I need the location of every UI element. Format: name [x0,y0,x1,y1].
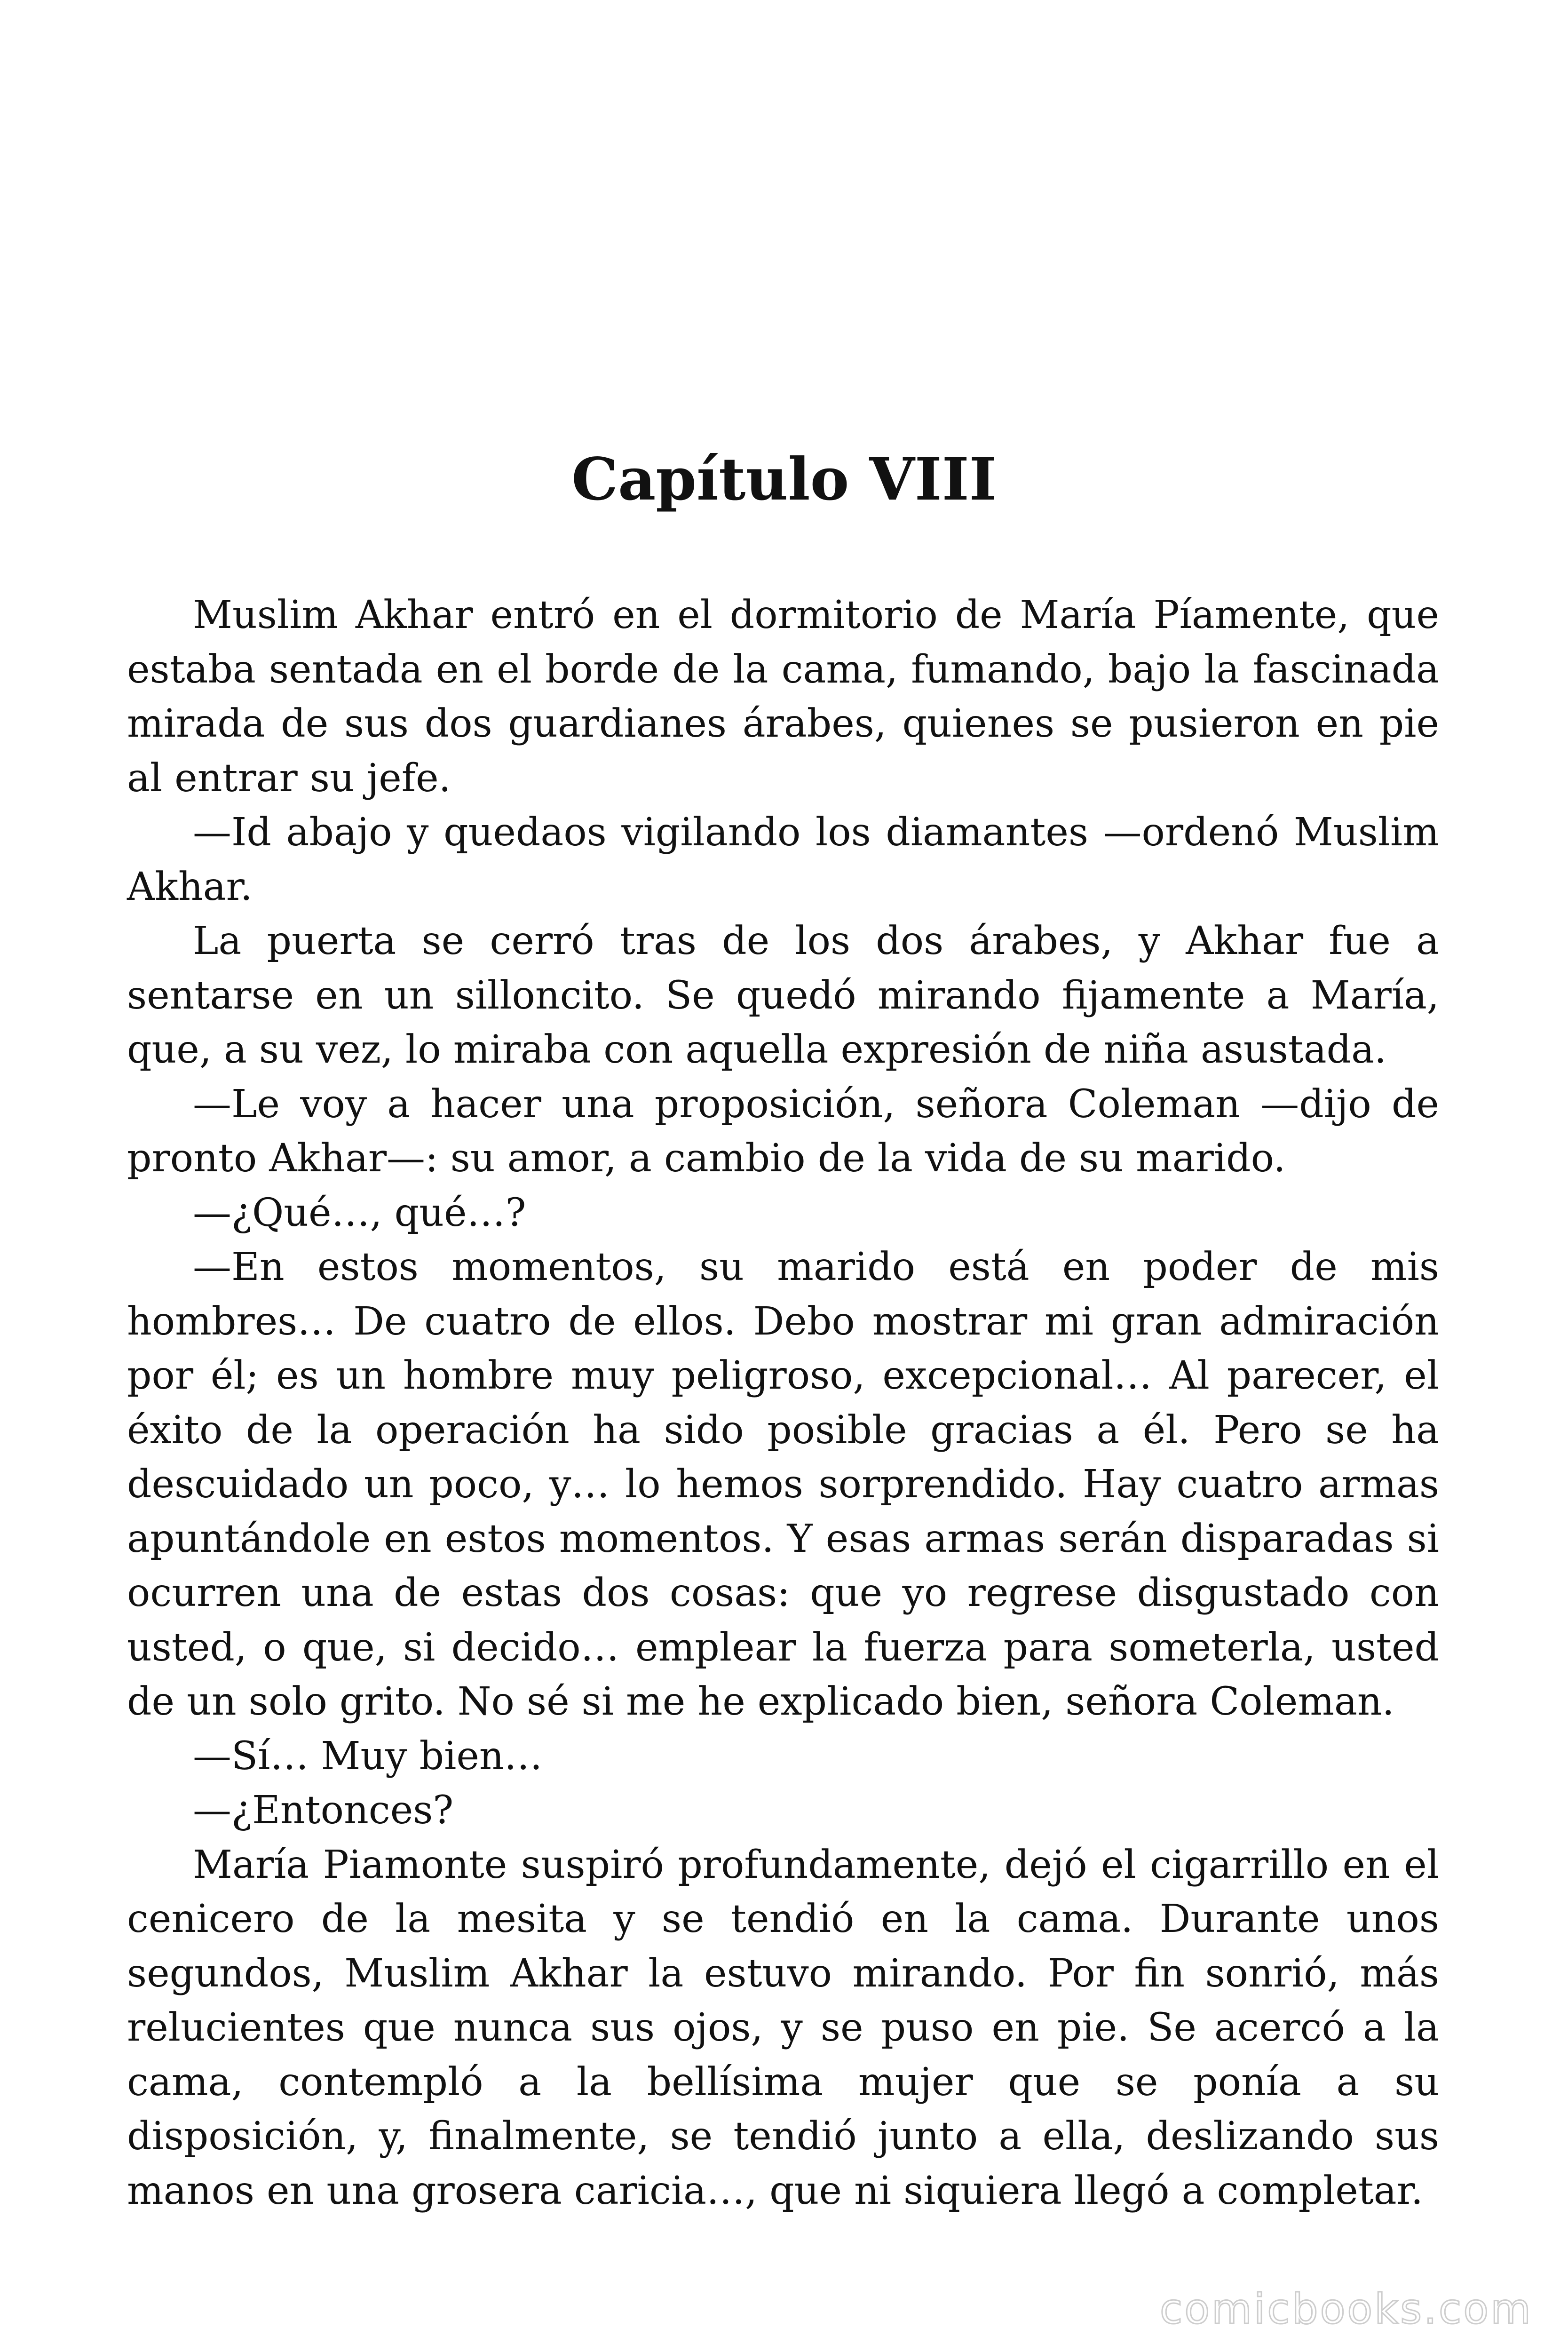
watermark: comicbooks.com [1159,2285,1533,2333]
paragraph: Muslim Akhar entró en el dormitorio de María Píamente, que estaba sentada en el borde de la cama, fumando, bajo la fascinada mirada de sus dos guardianes árabes, quienes se pusieron en pie al entrar su jefe. [127,593,1439,801]
paragraph: —¿Qué…, qué…? [193,1190,526,1235]
paragraph: —¿Entonces? [193,1788,454,1833]
paragraph: —Sí… Muy bien… [193,1733,543,1779]
paragraph: —Id abajo y quedaos vigilando los diamantes —ordenó Muslim Akhar. [127,810,1439,909]
paragraph: —Le voy a hacer una proposición, señora Coleman —dijo de pronto Akhar—: su amor, a cambio de la vida de su marido. [127,1081,1439,1181]
chapter-body [127,588,1439,2218]
paragraph: —En estos momentos, su marido está en poder de mis hombres… De cuatro de ellos. Debo mostrar mi gran admiración por él; es un hombre muy peligroso, excepcional… Al parecer, el éxito de la operación ha sido posible gracias a él. Pero se ha descuidado un poco, y… lo hemos sorprendido. Hay cuatro armas apuntándole en estos momentos. Y esas armas serán disparadas si ocurren una de estas dos cosas: que yo regrese disgustado con usted, o que, si decido… emplear la fuerza para someterla, usted de un solo grito. No sé si me he explicado bien, señora Coleman. [127,1245,1439,1724]
paragraph: La puerta se cerró tras de los dos árabes, y Akhar fue a sentarse en un silloncito. Se quedó mirando fijamente a María, que, a su vez, lo miraba con aquella expresión de niña asustada. [127,919,1439,1072]
chapter-title: Capítulo VIII [571,445,997,514]
paragraph: María Piamonte suspiró profundamente, dejó el cigarrillo en el cenicero de la mesita y se tendió en la cama. Durante unos segundos, Muslim Akhar la estuvo mirando. Por fin sonrió, más relucientes que nunca sus ojos, y se puso en pie. Se acercó a la cama, contempló a la bellísima mujer que se ponía a su disposición, y, finalmente, se tendió junto a ella, deslizando sus manos en una grosera caricia…, que ni siquiera llegó a completar. [127,1842,1439,2213]
